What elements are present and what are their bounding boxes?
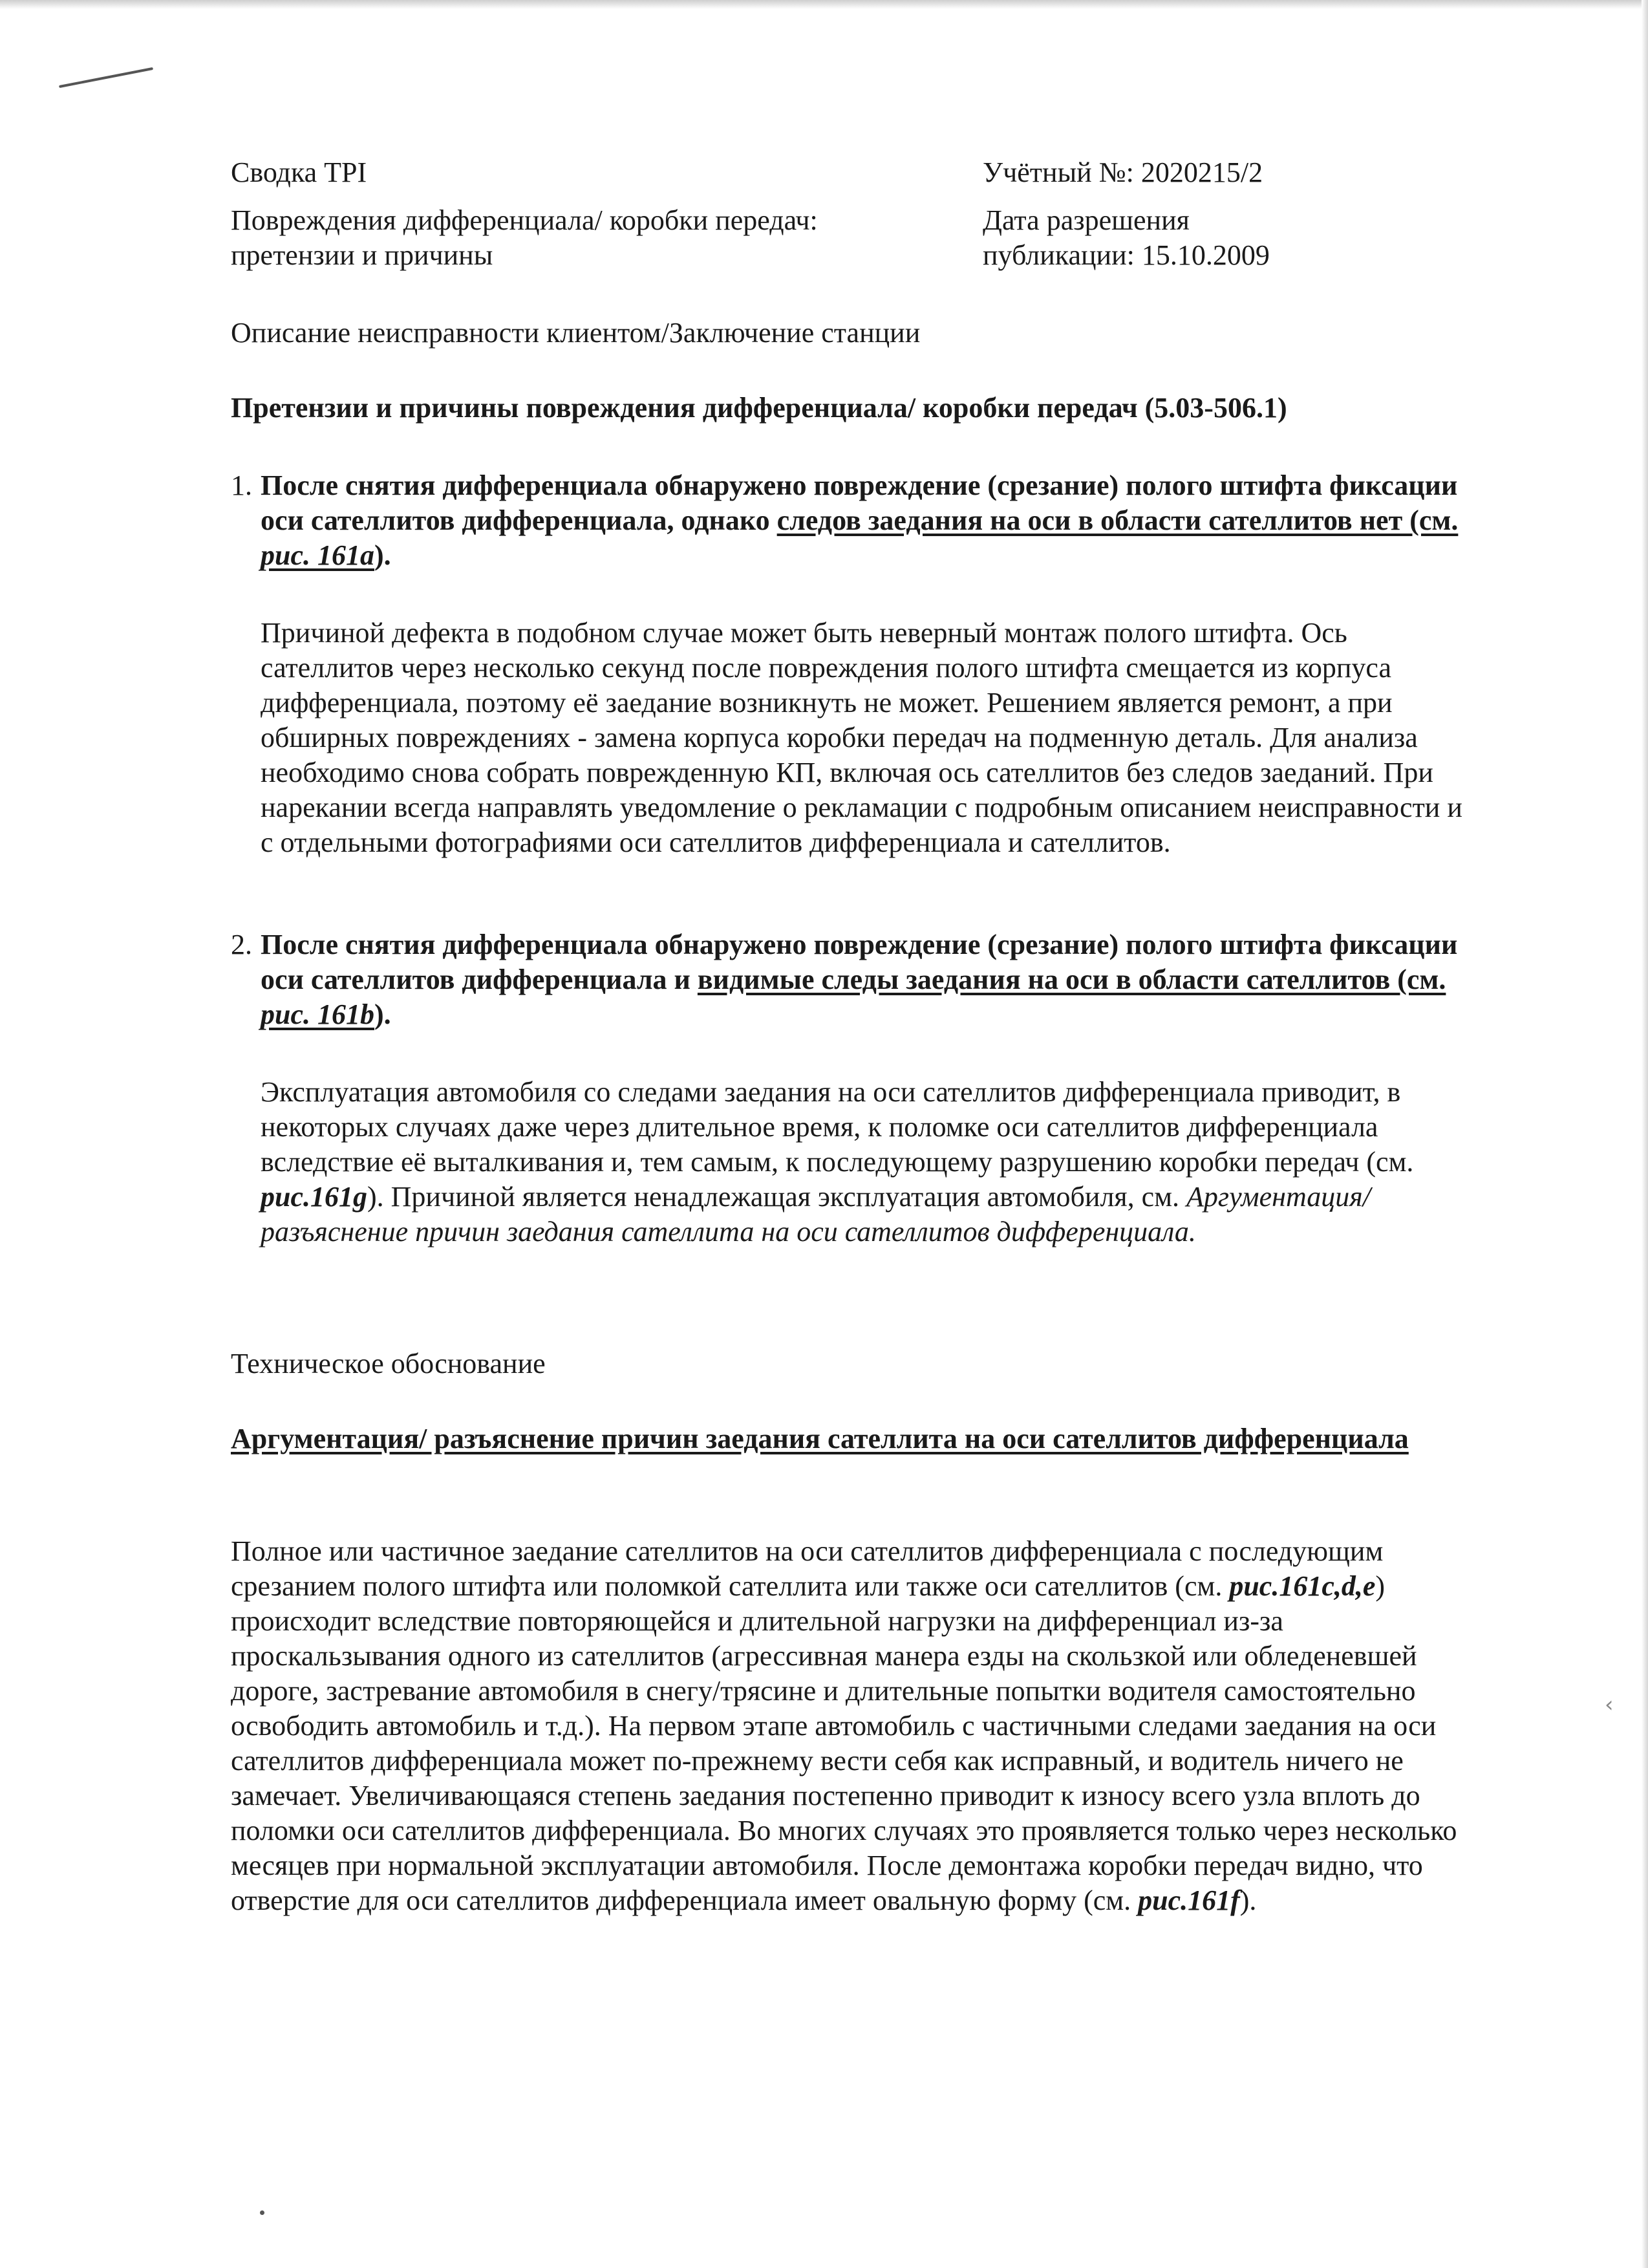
doc-type: Сводка TPI	[231, 157, 367, 188]
statement-end: ).	[374, 999, 391, 1030]
header-left	[231, 155, 942, 273]
argumentation-text: ).	[1239, 1885, 1257, 1916]
argumentation-text: ) происходит вследствие повторяющейся и длительной нагрузки на дифференциал из-за проскальзывания одного из сателлитов (агрессивная манера езды на скользкой или обледеневшей дороге, застревание автомобиля в снегу/трясине и длительные попытки водителя самостоятельно освободить автомобиль и т.д.). На первом этапе автомобиль с частичными следами заедания на оси сателлитов дифференциала может по-прежнему вести себя как исправный, и водитель ничего не замечает. Увеличивающаяся степень заедания постепенно приводит к износу всего узла вплоть до поломки оси сателлитов дифференциала. Во многих случаях это проявляется только через несколько месяцев при нормальной эксплуатации автомобиля. После демонтажа коробки передач видно, что отверстие для оси сателлитов дифференциала имеет овальную форму (см.	[231, 1570, 1457, 1916]
margin-mark: ‹	[1605, 1692, 1614, 1718]
figure-ref: рис.161f	[1138, 1885, 1240, 1916]
stray-dot-mark	[260, 2210, 264, 2215]
header-right	[983, 155, 1565, 273]
figure-ref: рис.161c,d,e	[1229, 1570, 1376, 1602]
scan-shadow-top	[0, 0, 1648, 9]
figure-ref: рис.161g	[261, 1181, 367, 1213]
date-label-line-1: Дата разрешения	[983, 204, 1190, 236]
publication-date: 15.10.2009	[1141, 239, 1270, 271]
argumentation-paragraph	[231, 1534, 1479, 1918]
claim-item-2	[231, 927, 1479, 1032]
item-statement	[261, 927, 1479, 1032]
date-line-2	[983, 238, 1565, 273]
argumentation-heading: Аргументация/ разъяснение причин заедания сателлита на оси сателлитов дифференциала	[231, 1423, 1409, 1454]
record-number-line	[983, 155, 1565, 190]
claims-heading: Претензии и причины повреждения дифференциала/ коробки передач (5.03-506.1)	[231, 392, 1287, 424]
figure-ref: рис. 161b	[261, 999, 374, 1030]
item-number: 1.	[231, 470, 252, 501]
reference-link-text: Аргументация/ разъяснение причин заедания сателлита на оси сателлитов дифференциала.	[261, 1181, 1371, 1247]
section-customer-description: Описание неисправности клиентом/Заключение станции	[231, 317, 921, 349]
subject-line-1: Повреждения дифференциала/ коробки передач:	[231, 204, 818, 236]
item-number: 2.	[231, 929, 252, 960]
record-label: Учётный №:	[983, 157, 1134, 188]
record-number: 2020215/2	[1140, 157, 1263, 188]
claim-item-1	[231, 468, 1479, 573]
statement-underlined-text: видимые следы заедания на оси в области сателлитов (см.	[697, 964, 1446, 995]
subject-line-2: претензии и причины	[231, 239, 493, 271]
claim-2-explanation	[261, 1075, 1479, 1249]
statement-text: После снятия дифференциала обнаружено повреждение (срезание) полого штифта фиксации оси сателлитов дифференциала, однако	[261, 470, 1458, 536]
date-label-line-2: публикации:	[983, 239, 1135, 271]
claim-1-explanation: Причиной дефекта в подобном случае может быть неверный монтаж полого штифта. Ось сателлитов через несколько секунд после повреждения полого штифта смещается из корпуса дифференциала, поэтому её заедание возникнуть не может. Решением является ремонт, а при обширных повреждениях - замена корпуса коробки передач на подменную деталь. Для анализа необходимо снова собрать поврежденную КП, включая ось сателлитов без следов заеданий. При нарекании всегда направлять уведомление о рекламации с подробным описанием неисправности и с отдельными фотографиями оси сателлитов дифференциала и сателлитов.	[261, 617, 1462, 858]
scan-shadow-right	[1642, 0, 1648, 2268]
item-statement	[261, 468, 1479, 573]
explanation-text: ). Причиной является ненадлежащая эксплуатация автомобиля, см.	[367, 1181, 1187, 1213]
figure-ref: рис. 161a	[261, 539, 374, 571]
pen-stroke-mark	[59, 67, 153, 88]
statement-end: ).	[374, 539, 391, 571]
argumentation-text: Полное или частичное заедание сателлитов на оси сателлитов дифференциала с последующим срезанием полого штифта или поломкой сателлита или также оси сателлитов (см.	[231, 1535, 1384, 1602]
statement-underlined-text: следов заедания на оси в области сателлитов нет (см.	[776, 504, 1459, 536]
section-technical-basis: Техническое обоснование	[231, 1348, 546, 1379]
statement-text: После снятия дифференциала обнаружено повреждение (срезание) полого штифта фиксации оси сателлитов дифференциала и	[261, 929, 1458, 995]
explanation-text: Эксплуатация автомобиля со следами заедания на оси сателлитов дифференциала приводит, в некоторых случаях даже через длительное время, к поломке оси сателлитов дифференциала вследствие её выталкивания и, тем самым, к последующему разрушению коробки передач (см.	[261, 1076, 1414, 1178]
